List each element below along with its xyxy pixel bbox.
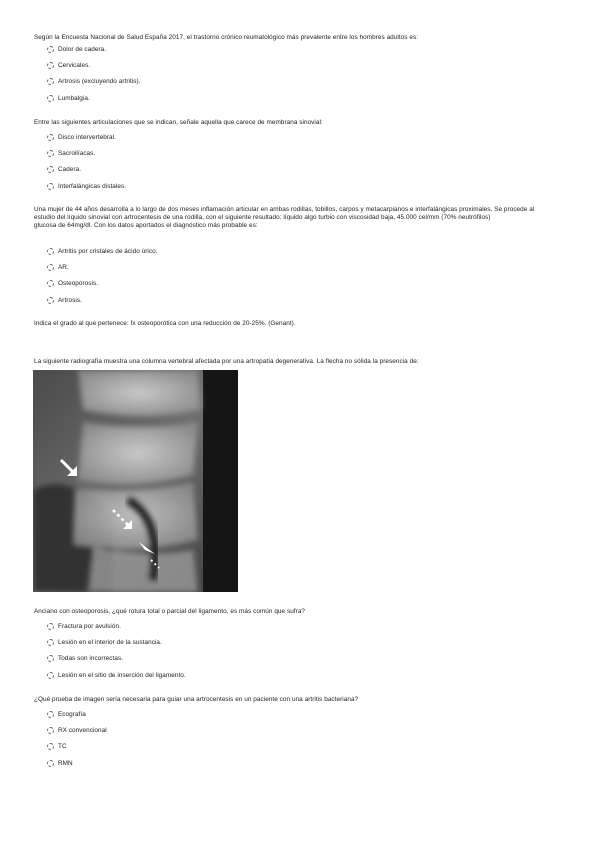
question-1-text: Según la Encuesta Nacional de Salud España 2017, el trastorno crónico reumatológico más prevalente entre los hombres adultos es: — [34, 34, 419, 41]
question-3-options — [47, 248, 158, 313]
option-label: Lesión en el sitio de inserción del ligamento. — [58, 671, 186, 679]
option-label: Artrosis. — [58, 296, 82, 304]
vertebra-middle — [78, 422, 198, 484]
option-label: TC — [58, 743, 67, 751]
option-label: Sacroilíacas. — [58, 150, 96, 158]
radio-button[interactable] — [47, 150, 54, 157]
question-7-options — [47, 711, 107, 776]
answer-option[interactable] — [47, 248, 158, 264]
spine-xray-image — [33, 370, 238, 592]
option-label: Osteoporosis. — [58, 280, 99, 288]
vertebra-upper — [78, 370, 201, 416]
option-label: Dolor de cadera. — [58, 46, 107, 53]
question-1-options — [47, 46, 141, 111]
xray-dark-edge — [203, 370, 238, 592]
radio-button[interactable] — [47, 639, 54, 646]
question-2-options — [47, 134, 126, 199]
answer-option[interactable] — [47, 672, 186, 688]
option-label: RX convencional — [58, 727, 107, 735]
radio-button[interactable] — [47, 655, 54, 662]
radio-button[interactable] — [47, 166, 54, 173]
radio-button[interactable] — [47, 672, 54, 679]
radio-button[interactable] — [47, 727, 54, 734]
answer-option[interactable] — [47, 183, 126, 199]
option-label: Ecografía — [58, 711, 86, 718]
radio-button[interactable] — [47, 743, 54, 750]
answer-option[interactable] — [47, 280, 158, 296]
option-label: Lumbalgia. — [58, 94, 90, 102]
radio-button[interactable] — [47, 183, 54, 190]
option-label: AR. — [58, 264, 69, 272]
answer-option[interactable] — [47, 150, 126, 166]
radio-button[interactable] — [47, 623, 54, 630]
question-6-options — [47, 623, 186, 688]
radio-button[interactable] — [47, 78, 54, 85]
option-label: Disco intervertebral. — [58, 134, 116, 141]
radio-button[interactable] — [47, 280, 54, 287]
option-label: Artrosis (excluyendo artritis). — [58, 78, 141, 86]
answer-option[interactable] — [47, 711, 107, 727]
radio-button[interactable] — [47, 264, 54, 271]
option-label: Fractura por avulsión. — [58, 623, 121, 630]
answer-option[interactable] — [47, 78, 141, 94]
answer-option[interactable] — [47, 134, 126, 150]
radio-button[interactable] — [47, 760, 54, 767]
answer-option[interactable] — [47, 95, 141, 111]
answer-option[interactable] — [47, 743, 107, 759]
question-3-line: glucosa de 64mg/dl. Con los datos aportados el diagnóstico más probable es: — [34, 222, 258, 230]
question-3-text — [34, 206, 564, 231]
answer-option[interactable] — [47, 727, 107, 743]
option-label: Lesión en el interior de la sustancia. — [58, 639, 162, 647]
question-7-text: ¿Qué prueba de imagen sería necesaria para guiar una artrocentesis en un paciente con una artritis bacteriana? — [34, 696, 359, 703]
option-label: Artritis por cristales de ácido úrico. — [58, 248, 158, 255]
answer-option[interactable] — [47, 46, 141, 62]
radio-button[interactable] — [47, 46, 54, 53]
answer-option[interactable] — [47, 166, 126, 182]
radio-button[interactable] — [47, 297, 54, 304]
question-2-text: Entre las siguientes articulaciones que se indican, señale aquella que carece de membrana sinovial: — [34, 119, 323, 126]
answer-option[interactable] — [47, 623, 186, 639]
radio-button[interactable] — [47, 248, 54, 255]
xray-drawing — [33, 370, 238, 592]
radio-button[interactable] — [47, 62, 54, 69]
answer-option[interactable] — [47, 655, 186, 671]
vertebra-lower — [73, 482, 198, 549]
option-label: Cadera. — [58, 166, 82, 174]
radio-button[interactable] — [47, 711, 54, 718]
option-label: Interfalángicas distales. — [58, 182, 127, 190]
question-3-line: estudio del líquido sinovial con artrocentesis de una rodilla, con el siguiente resultado: líquido algo turbio con viscosidad baja, 45.000 cel/mm (70% neutrófilos) — [34, 214, 491, 222]
question-4-text: Indica el grado al que pertenece: fx osteoporótica con una reducción de 20-25%. (Genant). — [34, 320, 296, 327]
answer-option[interactable] — [47, 297, 158, 313]
option-label: RMN — [58, 759, 73, 767]
answer-option[interactable] — [47, 264, 158, 280]
answer-option[interactable] — [47, 639, 186, 655]
radio-button[interactable] — [47, 134, 54, 141]
answer-option[interactable] — [47, 760, 107, 776]
question-3-line: Una mujer de 44 años desarrolla a lo largo de dos meses inflamación articular en ambas rodillas, tobillos, carpos y metacarpianos e interfalángicas proximales. Se procede al — [34, 206, 535, 213]
question-5-text: La siguiente radiografía muestra una columna vertebral afectada por una artropatía degenerativa. La flecha no sólida la presencia de: — [34, 358, 419, 365]
option-label: Todas son incorrectas. — [58, 655, 124, 663]
answer-option[interactable] — [47, 62, 141, 78]
option-label: Cervicales. — [58, 62, 91, 70]
question-6-text: Anciano con osteoporosis, ¿qué rotura total o parcial del ligamento, es más común que sufra? — [34, 608, 306, 615]
radio-button[interactable] — [47, 95, 54, 102]
